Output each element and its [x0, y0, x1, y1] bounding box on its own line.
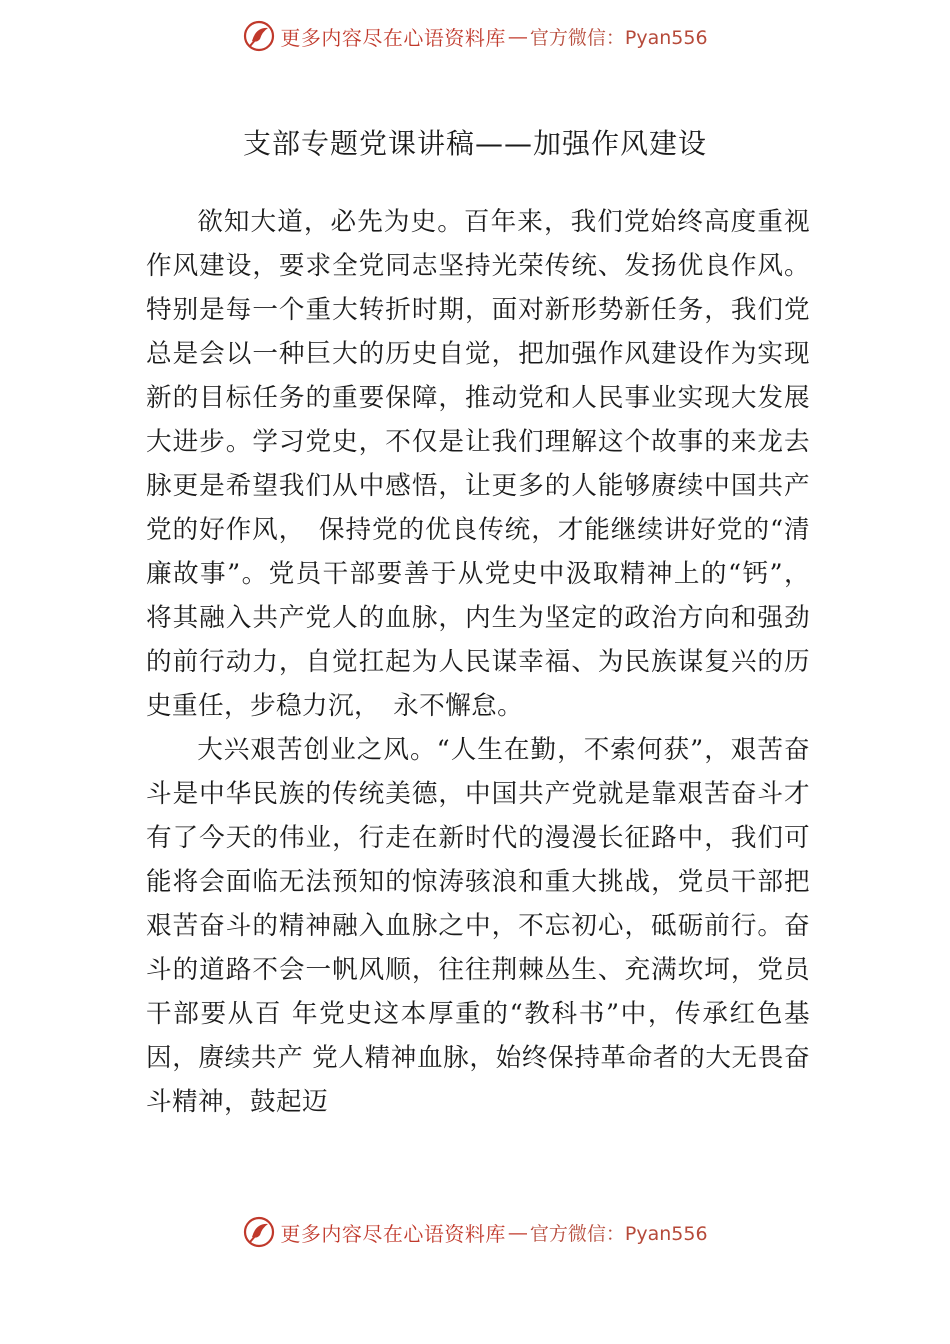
- watermark-wechat: 官方微信：Pyan556: [529, 1222, 708, 1245]
- document-body: [146, 200, 810, 1124]
- logo-icon: [242, 19, 276, 53]
- footer-watermark: [0, 1212, 950, 1252]
- logo-icon: [242, 1215, 276, 1249]
- paragraph: 欲知大道，必先为史。百年来，我们党始终高度重视作风建设，要求全党同志坚持光荣传统、发扬优良作风。特别是每一个重大转折时期，面对新形势新任务，我们党总是会以一种巨大的历史自觉，把加强作风建设作为实现新的目标任务的重要保障，推动党和人民事业实现大发展大进步。学习党史，不仅是让我们理解这个故事的来龙去脉更是希望我们从中感悟，让更多的人能够赓续中国共产党的好作风， 保持党的优良传统，才能继续讲好党的“清廉故事”。党员干部要善于从党史中汲取精神上的“钙”，将其融入共产党人的血脉，内生为坚定的政治方向和强劲的前行动力，自觉扛起为人民谋幸福、为民族谋复兴的历史重任，步稳力沉， 永不懈怠。: [146, 207, 810, 721]
- watermark-wechat: 官方微信：Pyan556: [529, 26, 708, 49]
- header-watermark: [0, 16, 950, 56]
- paragraph: 大兴艰苦创业之风。“人生在勤，不索何获”，艰苦奋斗是中华民族的传统美德，中国共产党就是靠艰苦奋斗才有了今天的伟业，行走在新时代的漫漫长征路中，我们可能将会面临无法预知的惊涛骇浪和重大挑战，党员干部把艰苦奋斗的精神融入血脉之中，不忘初心，砥砺前行。奋斗的道路不会一帆风顺，往往荆棘丛生、充满坎坷，党员干部要从百 年党史这本厚重的“教科书”中，传承红色基因，赓续共产 党人精神血脉，始终保持革命者的大无畏奋斗精神，鼓起迈: [146, 735, 810, 1117]
- watermark-dash: —: [507, 24, 528, 48]
- document-title: 支部专题党课讲稿——加强作风建设: [242, 127, 707, 160]
- watermark-text: 更多内容尽在心语资料库: [280, 25, 506, 50]
- watermark-dash: —: [507, 1220, 528, 1244]
- watermark-text: 更多内容尽在心语资料库: [280, 1221, 506, 1246]
